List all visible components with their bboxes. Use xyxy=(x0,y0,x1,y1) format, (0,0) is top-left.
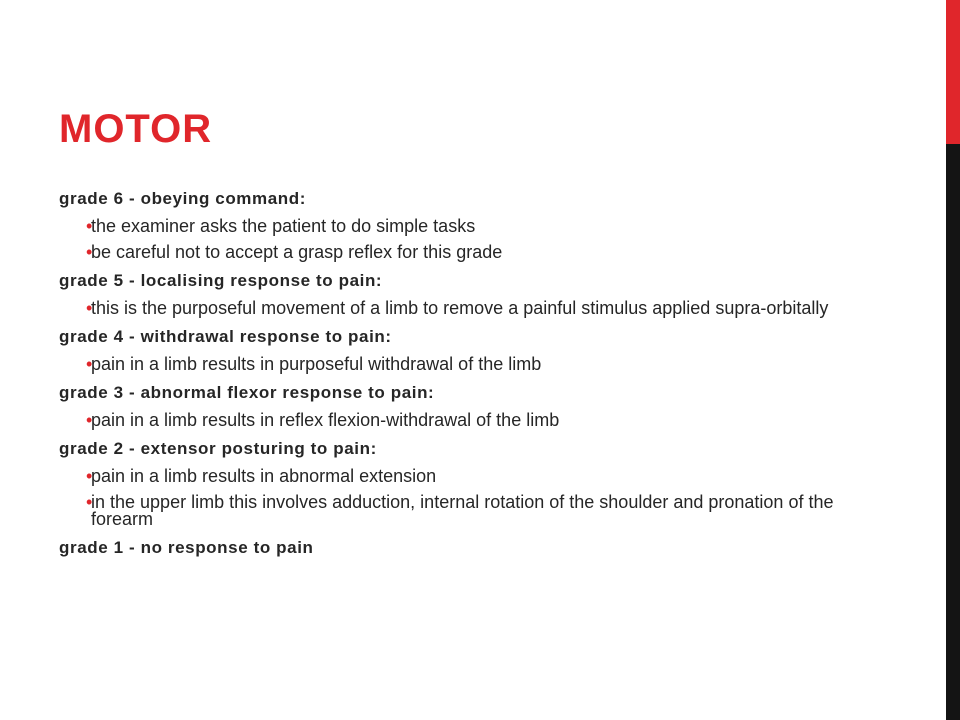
bullet-dot-icon: • xyxy=(86,410,93,430)
bullet-text: pain in a limb results in abnormal extension xyxy=(91,466,437,486)
grade-heading: grade 2 - extensor posturing to pain: xyxy=(59,439,377,458)
bullet-item xyxy=(59,356,889,373)
grade-heading: grade 5 - localising response to pain: xyxy=(59,271,383,290)
bullet-list xyxy=(59,300,889,317)
accent-bar-dark xyxy=(946,144,960,720)
bullet-dot-icon: • xyxy=(86,242,93,262)
bullet-dot-icon: • xyxy=(86,492,93,512)
grade-section xyxy=(59,188,889,261)
bullet-text: pain in a limb results in purposeful withdrawal of the limb xyxy=(91,354,542,374)
grade-section xyxy=(59,326,889,373)
grade-heading: grade 6 - obeying command: xyxy=(59,189,307,208)
grade-heading: grade 4 - withdrawal response to pain: xyxy=(59,327,392,346)
grade-section xyxy=(59,438,889,528)
bullet-dot-icon: • xyxy=(86,466,93,486)
bullet-item xyxy=(59,412,889,429)
slide-content xyxy=(59,188,889,567)
bullet-item xyxy=(59,218,889,235)
grade-section xyxy=(59,270,889,317)
bullet-text: pain in a limb results in reflex flexion-withdrawal of the limb xyxy=(91,410,560,430)
bullet-item xyxy=(59,468,889,485)
bullet-item xyxy=(59,300,889,317)
grade-heading: grade 1 - no response to pain xyxy=(59,538,314,557)
bullet-item xyxy=(59,244,889,261)
bullet-list xyxy=(59,468,889,528)
accent-bar-red xyxy=(946,0,960,144)
bullet-list xyxy=(59,356,889,373)
slide-title: MOTOR xyxy=(59,107,213,151)
bullet-text: this is the purposeful movement of a limb to remove a painful stimulus applied supra-orbitally xyxy=(91,298,829,318)
bullet-list xyxy=(59,218,889,261)
bullet-text: in the upper limb this involves adduction, internal rotation of the shoulder and pronation of the forearm xyxy=(91,492,834,529)
bullet-list xyxy=(59,412,889,429)
bullet-dot-icon: • xyxy=(86,298,93,318)
bullet-dot-icon: • xyxy=(86,216,93,236)
grade-heading: grade 3 - abnormal flexor response to pain: xyxy=(59,383,435,402)
bullet-dot-icon: • xyxy=(86,354,93,374)
bullet-text: be careful not to accept a grasp reflex for this grade xyxy=(91,242,503,262)
bullet-item xyxy=(59,494,889,528)
grade-section xyxy=(59,382,889,429)
bullet-text: the examiner asks the patient to do simple tasks xyxy=(91,216,476,236)
grade-section xyxy=(59,537,889,559)
